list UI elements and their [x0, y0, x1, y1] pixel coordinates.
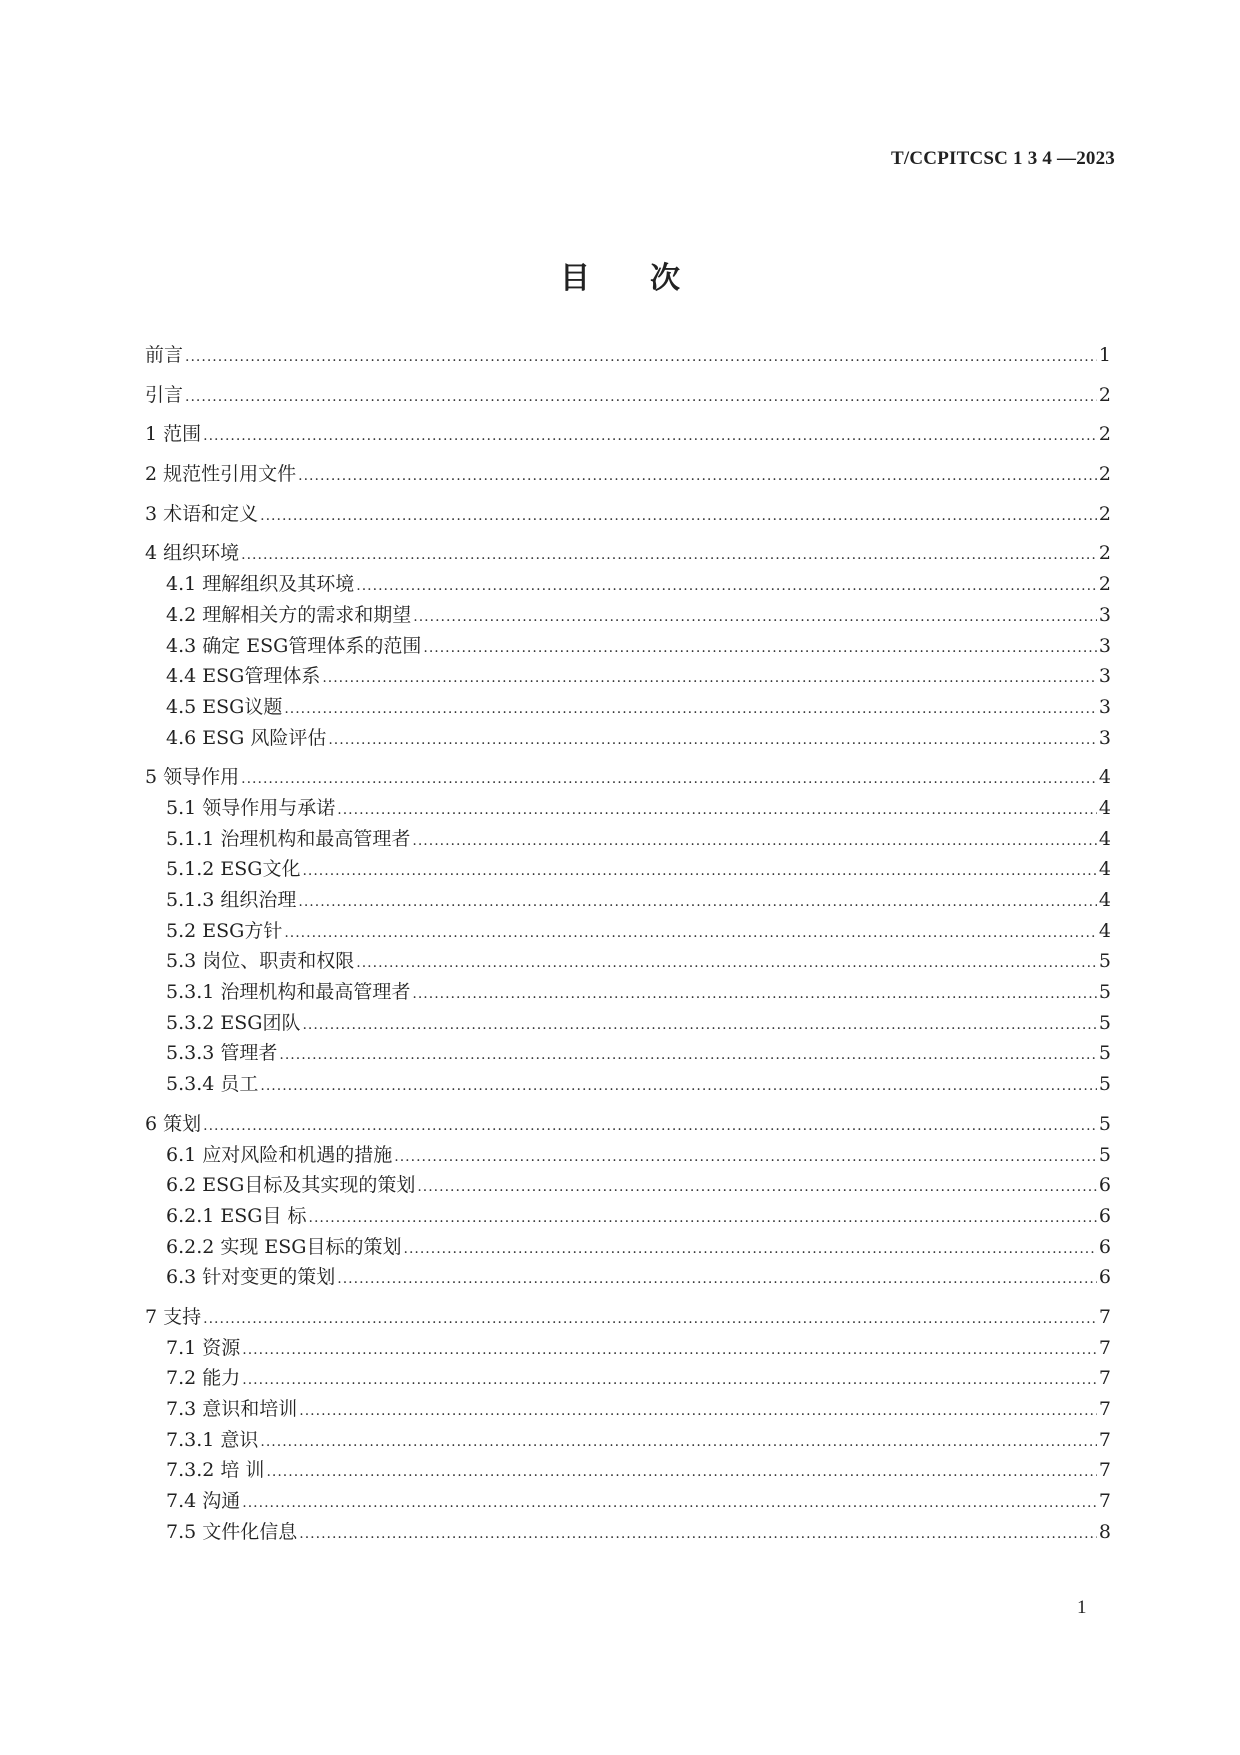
toc-entry-label: 5.3.3 管理者: [166, 1042, 278, 1065]
toc-entry-label: 7.3 意识和培训: [166, 1398, 298, 1420]
toc-leader-dots: [404, 1234, 1097, 1265]
toc-entry[interactable]: [145, 380, 1111, 411]
toc-leader-dots: [284, 918, 1097, 949]
toc-entry-label: 4.5 ESG议题: [166, 695, 283, 718]
toc-entry-page: 5: [1098, 1073, 1111, 1096]
toc-entry[interactable]: [145, 1394, 1111, 1425]
toc-entry[interactable]: [145, 1302, 1111, 1333]
toc-entry-page: 6: [1098, 1266, 1111, 1289]
toc-entry-label: 5 领导作用: [145, 766, 240, 789]
toc-leader-dots: [356, 571, 1097, 602]
toc-entry[interactable]: [145, 723, 1111, 754]
toc-entry-label: 7.1 资源: [166, 1336, 241, 1359]
toc-entry-page: 5: [1098, 950, 1111, 973]
toc-entry-label: 4 组织环境: [145, 542, 240, 565]
toc-entry[interactable]: [145, 1201, 1111, 1232]
toc-entry[interactable]: [145, 1232, 1111, 1263]
toc-leader-dots: [203, 1111, 1097, 1142]
toc-leader-dots: [185, 342, 1097, 373]
toc-entry-label: 5.3.4 员工: [166, 1073, 259, 1096]
toc-entry[interactable]: [145, 762, 1111, 793]
toc-entry-label: 7 支持: [145, 1305, 202, 1328]
toc-entry[interactable]: [145, 1140, 1111, 1171]
toc-entry[interactable]: [145, 1109, 1111, 1140]
toc-leader-dots: [298, 461, 1097, 492]
toc-leader-dots: [284, 694, 1097, 725]
toc-entry[interactable]: [145, 1069, 1111, 1100]
toc-entry-label: 5.1.3 组织治理: [166, 889, 297, 911]
toc-entry-page: 6: [1098, 1174, 1111, 1197]
toc-entry-page: 2: [1098, 463, 1111, 486]
toc-entry[interactable]: [145, 499, 1111, 530]
toc-leader-dots: [302, 856, 1096, 887]
toc-entry-page: 4: [1098, 889, 1111, 911]
toc-entry[interactable]: [145, 1333, 1111, 1364]
toc-entry-page: 6: [1098, 1235, 1111, 1258]
toc-entry-page: 7: [1098, 1459, 1111, 1482]
toc-entry-label: 6.1 应对风险和机遇的措施: [166, 1143, 393, 1166]
toc-entry-label: 4.1 理解组织及其环境: [166, 573, 355, 596]
table-of-contents: [145, 340, 1111, 1547]
toc-entry-page: 4: [1098, 796, 1111, 819]
toc-entry-page: 4: [1098, 858, 1111, 881]
toc-leader-dots: [299, 1519, 1097, 1550]
toc-leader-dots: [242, 1488, 1097, 1519]
toc-leader-dots: [328, 725, 1097, 756]
toc-leader-dots: [337, 795, 1097, 826]
toc-entry-page: 5: [1098, 1112, 1111, 1135]
toc-leader-dots: [203, 421, 1097, 452]
toc-entry[interactable]: [145, 419, 1111, 450]
toc-entry-label: 引言: [145, 383, 184, 406]
toc-entry-label: 4.3 确定 ESG管理体系的范围: [166, 634, 422, 657]
toc-leader-dots: [322, 663, 1097, 694]
toc-title: 目 次: [560, 261, 680, 296]
toc-leader-dots: [413, 602, 1097, 633]
toc-leader-dots: [266, 1457, 1096, 1488]
toc-leader-dots: [337, 1264, 1097, 1295]
toc-entry-label: 5.3.2 ESG团队: [166, 1011, 301, 1034]
toc-entry-page: 3: [1098, 726, 1111, 749]
toc-leader-dots: [242, 1335, 1097, 1366]
toc-entry[interactable]: [145, 946, 1111, 977]
toc-entry-label: 6.3 针对变更的策划: [166, 1266, 336, 1289]
toc-entry-label: 7.3.1 意识: [166, 1428, 259, 1451]
toc-entry[interactable]: [145, 1455, 1111, 1486]
toc-entry-label: 5.1.1 治理机构和最高管理者: [166, 827, 411, 850]
toc-leader-dots: [241, 764, 1097, 795]
toc-leader-dots: [279, 1040, 1097, 1071]
toc-leader-dots: [423, 633, 1097, 664]
toc-entry-label: 5.1.2 ESG文化: [166, 858, 301, 881]
toc-entry-page: 4: [1098, 919, 1111, 942]
toc-entry[interactable]: [145, 1425, 1111, 1456]
toc-entry-label: 6.2.2 实现 ESG目标的策划: [166, 1235, 402, 1258]
toc-entry[interactable]: [145, 692, 1111, 723]
toc-entry-page: 1: [1098, 344, 1111, 366]
toc-entry-page: 3: [1098, 603, 1111, 626]
toc-entry[interactable]: [145, 885, 1111, 916]
toc-leader-dots: [241, 540, 1097, 571]
toc-entry-page: 7: [1098, 1367, 1111, 1390]
toc-leader-dots: [299, 1396, 1097, 1427]
toc-leader-dots: [356, 948, 1097, 979]
toc-entry-page: 7: [1098, 1428, 1111, 1451]
toc-entry-label: 7.2 能力: [166, 1367, 241, 1390]
toc-entry-label: 6 策划: [145, 1112, 202, 1135]
toc-entry[interactable]: [145, 1170, 1111, 1201]
toc-entry-page: 7: [1098, 1336, 1111, 1359]
toc-leader-dots: [417, 1172, 1097, 1203]
toc-leader-dots: [260, 501, 1097, 532]
toc-entry[interactable]: [145, 661, 1111, 692]
toc-entry-page: 5: [1098, 981, 1111, 1004]
toc-leader-dots: [260, 1071, 1097, 1102]
toc-leader-dots: [185, 382, 1097, 413]
toc-entry-page: 5: [1098, 1143, 1111, 1166]
toc-entry[interactable]: [145, 1008, 1111, 1039]
toc-entry-label: 3 术语和定义: [145, 502, 259, 525]
toc-entry-label: 6.2 ESG目标及其实现的策划: [166, 1174, 416, 1197]
toc-entry-page: 7: [1098, 1305, 1111, 1328]
toc-leader-dots: [412, 826, 1097, 857]
toc-entry-label: 4.4 ESG管理体系: [166, 665, 321, 688]
toc-entry-page: 4: [1098, 766, 1111, 789]
toc-entry-label: 7.4 沟通: [166, 1490, 241, 1513]
toc-leader-dots: [309, 1203, 1097, 1234]
toc-entry[interactable]: [145, 1517, 1111, 1548]
toc-entry-page: 7: [1098, 1490, 1111, 1513]
toc-leader-dots: [302, 1010, 1096, 1041]
toc-entry-label: 5.3.1 治理机构和最高管理者: [166, 981, 411, 1004]
toc-entry[interactable]: [145, 793, 1111, 824]
toc-entry-page: 5: [1098, 1011, 1111, 1034]
toc-entry-label: 4.6 ESG 风险评估: [166, 726, 327, 749]
toc-entry-page: 2: [1098, 383, 1111, 406]
page-number: 1: [1077, 1597, 1087, 1618]
toc-entry-label: 前言: [145, 344, 184, 366]
toc-leader-dots: [394, 1142, 1097, 1173]
toc-entry-label: 6.2.1 ESG目 标: [166, 1204, 307, 1227]
document-code: T/CCPITCSC 1 3 4 —2023: [891, 148, 1115, 169]
toc-leader-dots: [242, 1365, 1097, 1396]
toc-leader-dots: [298, 887, 1097, 918]
toc-entry[interactable]: [145, 824, 1111, 855]
toc-entry-page: 2: [1098, 542, 1111, 565]
toc-entry-label: 2 规范性引用文件: [145, 463, 297, 486]
toc-entry[interactable]: [145, 1262, 1111, 1293]
toc-entry-page: 3: [1098, 634, 1111, 657]
toc-entry-page: 3: [1098, 695, 1111, 718]
toc-entry-label: 7.3.2 培 训: [166, 1459, 265, 1482]
toc-leader-dots: [412, 979, 1097, 1010]
toc-entry[interactable]: [145, 1486, 1111, 1517]
toc-entry[interactable]: [145, 977, 1111, 1008]
toc-entry-label: 5.3 岗位、职责和权限: [166, 950, 355, 973]
toc-entry-page: 2: [1098, 573, 1111, 596]
toc-entry[interactable]: [145, 600, 1111, 631]
toc-entry-label: 5.1 领导作用与承诺: [166, 796, 336, 819]
toc-leader-dots: [203, 1304, 1097, 1335]
toc-entry-page: 7: [1098, 1398, 1111, 1420]
toc-entry[interactable]: [145, 1038, 1111, 1069]
toc-entry-label: 1 范围: [145, 423, 202, 446]
toc-entry[interactable]: [145, 340, 1111, 371]
toc-entry-page: 6: [1098, 1204, 1111, 1227]
toc-entry-page: 2: [1098, 502, 1111, 525]
toc-entry[interactable]: [145, 916, 1111, 947]
toc-entry[interactable]: [145, 1363, 1111, 1394]
toc-entry[interactable]: [145, 631, 1111, 662]
toc-entry-page: 8: [1098, 1520, 1111, 1543]
toc-entry[interactable]: [145, 854, 1111, 885]
toc-entry-page: 3: [1098, 665, 1111, 688]
toc-entry[interactable]: [145, 538, 1111, 569]
toc-entry-label: 7.5 文件化信息: [166, 1520, 298, 1543]
toc-entry[interactable]: [145, 569, 1111, 600]
toc-entry-page: 4: [1098, 827, 1111, 850]
toc-entry-label: 5.2 ESG方针: [166, 919, 283, 942]
toc-entry-page: 5: [1098, 1042, 1111, 1065]
toc-entry-page: 2: [1098, 423, 1111, 446]
toc-entry[interactable]: [145, 459, 1111, 490]
toc-entry-label: 4.2 理解相关方的需求和期望: [166, 603, 412, 626]
toc-leader-dots: [260, 1427, 1097, 1458]
